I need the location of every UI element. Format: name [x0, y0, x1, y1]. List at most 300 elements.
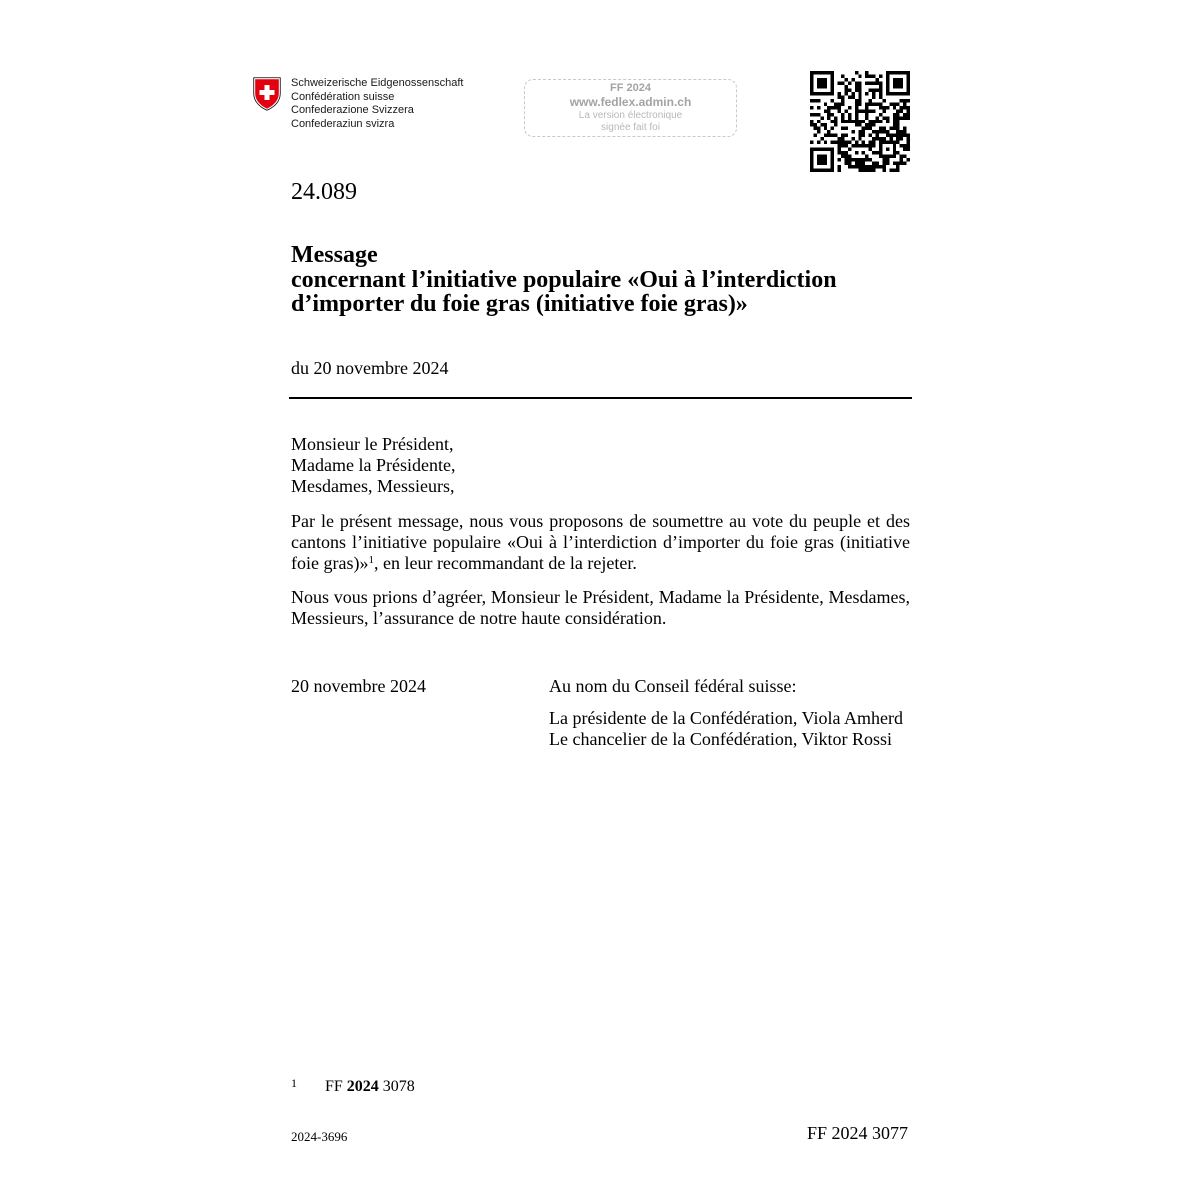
qr-module: [824, 109, 827, 112]
qr-module: [858, 85, 861, 88]
qr-module: [876, 78, 879, 81]
qr-module: [886, 141, 889, 144]
qr-module: [827, 116, 830, 119]
qr-module: [879, 81, 882, 84]
qr-module: [851, 158, 854, 161]
qr-module: [820, 158, 823, 161]
qr-module: [838, 102, 841, 105]
qr-module: [844, 78, 847, 81]
qr-module: [872, 102, 875, 105]
qr-module: [907, 78, 910, 81]
qr-module: [831, 78, 834, 81]
qr-module: [820, 169, 823, 172]
qr-module: [844, 127, 847, 130]
qr-module: [848, 88, 851, 91]
electronic-signature-stamp: [524, 79, 737, 137]
qr-module: [865, 144, 868, 147]
qr-module: [882, 109, 885, 112]
qr-module: [810, 169, 813, 172]
qr-module: [886, 81, 889, 84]
qr-module: [844, 162, 847, 165]
qr-module: [858, 109, 861, 112]
qr-module: [876, 88, 879, 91]
paragraph-text: , en leur recommandant de la rejeter.: [373, 552, 637, 573]
qr-module: [817, 127, 820, 130]
qr-module: [834, 102, 837, 105]
qr-module: [824, 71, 827, 74]
qr-module: [876, 81, 879, 84]
authority-name-german: Schweizerische Eidgenossenschaft: [291, 77, 464, 89]
qr-module: [844, 88, 847, 91]
title-line-3: d’importer du foie gras (initiative foie gras)»: [291, 291, 748, 317]
stamp-note-line-1: La version électronique: [578, 110, 683, 121]
qr-module: [810, 92, 813, 95]
qr-module: [879, 165, 882, 168]
signatories: [549, 708, 903, 750]
qr-module: [907, 106, 910, 109]
qr-module: [893, 78, 896, 81]
qr-module: [896, 78, 899, 81]
qr-module: [831, 141, 834, 144]
qr-module: [900, 162, 903, 165]
qr-module: [896, 165, 899, 168]
qr-module: [824, 169, 827, 172]
qr-module: [865, 106, 868, 109]
qr-module: [824, 162, 827, 165]
qr-module: [810, 88, 813, 91]
qr-module: [872, 74, 875, 77]
qr-module: [869, 141, 872, 144]
qr-module: [841, 102, 844, 105]
qr-module: [810, 85, 813, 88]
message-date: du 20 novembre 2024: [291, 358, 449, 378]
qr-module: [876, 162, 879, 165]
qr-module: [831, 74, 834, 77]
qr-module: [831, 134, 834, 137]
authority-name-block: [291, 77, 463, 131]
qr-module: [844, 141, 847, 144]
qr-module: [893, 134, 896, 137]
qr-module: [869, 134, 872, 137]
qr-module: [872, 141, 875, 144]
qr-module: [879, 102, 882, 105]
qr-module: [862, 151, 865, 154]
qr-module: [882, 165, 885, 168]
qr-module: [882, 99, 885, 102]
qr-module: [872, 88, 875, 91]
qr-module: [865, 169, 868, 172]
qr-module: [817, 155, 820, 158]
qr-module: [817, 162, 820, 165]
qr-module: [907, 141, 910, 144]
qr-module: [820, 92, 823, 95]
qr-module: [855, 109, 858, 112]
qr-module: [893, 151, 896, 154]
qr-module: [900, 71, 903, 74]
qr-module: [841, 81, 844, 84]
qr-module: [893, 123, 896, 126]
qr-module: [824, 123, 827, 126]
qr-module: [872, 130, 875, 133]
qr-module: [820, 123, 823, 126]
qr-module: [900, 130, 903, 133]
qr-module: [824, 148, 827, 151]
qr-module: [879, 151, 882, 154]
qr-module: [865, 113, 868, 116]
authority-name-french: Confédération suisse: [291, 90, 395, 103]
qr-module: [834, 106, 837, 109]
qr-module: [865, 81, 868, 84]
qr-module: [831, 158, 834, 161]
qr-module: [851, 130, 854, 133]
qr-module: [886, 158, 889, 161]
qr-module: [879, 120, 882, 123]
qr-module: [827, 169, 830, 172]
qr-module: [824, 127, 827, 130]
qr-module: [886, 78, 889, 81]
qr-module: [900, 106, 903, 109]
qr-module: [813, 71, 816, 74]
qr-module: [810, 120, 813, 123]
qr-module: [900, 155, 903, 158]
qr-module: [886, 88, 889, 91]
qr-module: [855, 71, 858, 74]
salutation-line-1: Monsieur le Président,: [291, 434, 454, 454]
document-id: 2024-3696: [291, 1129, 348, 1144]
qr-module: [872, 144, 875, 147]
qr-module: [893, 71, 896, 74]
qr-module: [838, 106, 841, 109]
qr-module: [903, 155, 906, 158]
qr-module: [862, 141, 865, 144]
qr-module: [886, 74, 889, 77]
qr-module: [903, 92, 906, 95]
qr-module: [855, 162, 858, 165]
qr-module: [817, 141, 820, 144]
qr-module: [848, 158, 851, 161]
qr-module: [893, 120, 896, 123]
qr-module: [886, 162, 889, 165]
qr-module: [810, 158, 813, 161]
qr-module: [886, 120, 889, 123]
qr-module: [865, 116, 868, 119]
swiss-coat-of-arms-icon: [253, 77, 281, 111]
qr-module: [817, 106, 820, 109]
qr-module: [848, 165, 851, 168]
qr-module: [817, 71, 820, 74]
qr-module: [858, 99, 861, 102]
qr-module: [896, 123, 899, 126]
qr-module: [817, 85, 820, 88]
footnote-prefix: FF: [325, 1078, 343, 1095]
qr-module: [848, 141, 851, 144]
qr-module: [903, 134, 906, 137]
qr-module: [817, 113, 820, 116]
qr-module: [841, 151, 844, 154]
qr-module: [903, 106, 906, 109]
qr-module: [827, 148, 830, 151]
qr-module: [903, 127, 906, 130]
qr-module: [896, 141, 899, 144]
qr-module: [827, 113, 830, 116]
qr-module: [900, 99, 903, 102]
qr-module: [831, 88, 834, 91]
qr-module: [844, 155, 847, 158]
qr-module: [824, 78, 827, 81]
qr-module: [862, 130, 865, 133]
qr-module: [869, 102, 872, 105]
qr-module: [848, 81, 851, 84]
qr-module: [817, 78, 820, 81]
qr-module: [882, 106, 885, 109]
qr-module: [817, 99, 820, 102]
qr-module: [886, 106, 889, 109]
qr-module: [865, 92, 868, 95]
paragraph-line: Messieurs, l’assurance de notre haute considération.: [291, 607, 667, 628]
paragraph-line: [291, 553, 910, 574]
qr-module: [903, 130, 906, 133]
qr-module: [820, 85, 823, 88]
qr-module: [813, 127, 816, 130]
paragraph-text: foie gras)»: [291, 552, 369, 573]
qr-module: [882, 127, 885, 130]
salutation: [291, 434, 455, 496]
qr-module: [882, 155, 885, 158]
qr-module: [855, 158, 858, 161]
qr-module: [869, 144, 872, 147]
qr-module: [817, 92, 820, 95]
qr-module: [813, 169, 816, 172]
qr-module: [810, 78, 813, 81]
qr-module: [903, 144, 906, 147]
qr-module: [872, 165, 875, 168]
qr-module: [893, 162, 896, 165]
qr-module: [903, 116, 906, 119]
qr-module: [844, 120, 847, 123]
qr-module: [838, 158, 841, 161]
qr-module: [879, 148, 882, 151]
qr-module: [851, 165, 854, 168]
qr-module: [820, 155, 823, 158]
qr-module: [824, 92, 827, 95]
qr-module: [900, 85, 903, 88]
qr-module: [855, 165, 858, 168]
qr-module: [820, 162, 823, 165]
qr-module: [820, 78, 823, 81]
qr-module: [858, 120, 861, 123]
qr-module: [855, 99, 858, 102]
qr-module: [827, 134, 830, 137]
qr-module: [889, 141, 892, 144]
qr-module: [855, 102, 858, 105]
qr-module: [893, 106, 896, 109]
qr-module: [865, 102, 868, 105]
closing-date: 20 novembre 2024: [291, 676, 426, 696]
qr-module: [889, 127, 892, 130]
qr-module: [862, 109, 865, 112]
qr-module: [824, 134, 827, 137]
qr-module: [879, 155, 882, 158]
qr-module: [862, 134, 865, 137]
qr-module: [876, 134, 879, 137]
qr-module: [893, 144, 896, 147]
qr-module: [831, 169, 834, 172]
qr-module: [896, 130, 899, 133]
document-number: 24.089: [291, 179, 357, 205]
qr-module: [841, 116, 844, 119]
qr-module: [907, 158, 910, 161]
paragraph-line: Nous vous prions d’agréer, Monsieur le Président, Madame la Présidente, Mesdames,: [291, 587, 910, 607]
qr-module: [810, 74, 813, 77]
qr-module: [834, 120, 837, 123]
qr-module: [889, 137, 892, 140]
qr-module: [851, 92, 854, 95]
qr-module: [820, 137, 823, 140]
paragraph-courtesy: [291, 587, 910, 629]
qr-module: [838, 109, 841, 112]
qr-module: [858, 165, 861, 168]
qr-module: [810, 123, 813, 126]
qr-module: [813, 134, 816, 137]
paragraph-line: Par le présent message, nous vous proposons de soumettre au vote du peuple et des: [291, 511, 910, 531]
qr-module: [907, 148, 910, 151]
qr-module: [872, 92, 875, 95]
qr-module: [872, 137, 875, 140]
qr-module: [810, 148, 813, 151]
qr-module: [865, 74, 868, 77]
qr-module: [851, 120, 854, 123]
qr-module: [879, 144, 882, 147]
qr-module: [855, 123, 858, 126]
qr-module: [869, 169, 872, 172]
qr-module: [841, 155, 844, 158]
qr-module: [858, 169, 861, 172]
qr-module: [831, 165, 834, 168]
qr-module: [841, 137, 844, 140]
qr-module: [907, 134, 910, 137]
qr-module: [893, 85, 896, 88]
qr-module: [879, 141, 882, 144]
qr-module: [872, 109, 875, 112]
authority-name-romansh: Confederaziun svizra: [291, 117, 395, 130]
qr-module: [862, 165, 865, 168]
qr-module: [813, 148, 816, 151]
qr-module: [869, 99, 872, 102]
qr-module: [817, 120, 820, 123]
footnote-reference: 1: [368, 553, 374, 566]
qr-module: [872, 151, 875, 154]
qr-module: [907, 99, 910, 102]
qr-module: [820, 81, 823, 84]
signatory-president: La présidente de la Confédération, Viola Amherd: [549, 708, 903, 728]
qr-module: [841, 141, 844, 144]
horizontal-divider: [289, 397, 912, 399]
qr-module: [838, 141, 841, 144]
qr-module: [831, 92, 834, 95]
page-reference: FF 2024 3077: [806, 1123, 908, 1143]
qr-module: [896, 151, 899, 154]
qr-module: [848, 162, 851, 165]
qr-module: [882, 130, 885, 133]
qr-module: [865, 123, 868, 126]
stamp-note-line-2: signée fait foi: [601, 121, 660, 133]
qr-module: [841, 113, 844, 116]
qr-module: [831, 162, 834, 165]
qr-module: [865, 109, 868, 112]
salutation-line-3: Mesdames, Messieurs,: [291, 475, 455, 496]
qr-module: [869, 81, 872, 84]
qr-module: [900, 158, 903, 161]
qr-module: [824, 85, 827, 88]
stamp-url: www.fedlex.admin.ch: [569, 95, 692, 109]
qr-module: [844, 134, 847, 137]
qr-module: [876, 120, 879, 123]
qr-module: [869, 109, 872, 112]
qr-module: [810, 162, 813, 165]
qr-module: [855, 151, 858, 154]
qr-module: [872, 162, 875, 165]
qr-module: [851, 95, 854, 98]
qr-module: [858, 102, 861, 105]
qr-module: [879, 137, 882, 140]
qr-module: [817, 130, 820, 133]
qr-module: [858, 74, 861, 77]
qr-module: [813, 92, 816, 95]
qr-module: [817, 148, 820, 151]
qr-module: [838, 92, 841, 95]
qr-module: [810, 81, 813, 84]
qr-module: [879, 85, 882, 88]
qr-module: [869, 123, 872, 126]
qr-module: [907, 88, 910, 91]
qr-module: [865, 165, 868, 168]
qr-module: [831, 148, 834, 151]
qr-module: [882, 169, 885, 172]
qr-code: [810, 71, 910, 172]
qr-module: [896, 127, 899, 130]
qr-module: [827, 130, 830, 133]
authority-name-italian: Confederazione Svizzera: [291, 104, 414, 117]
qr-module: [834, 134, 837, 137]
qr-module: [876, 137, 879, 140]
qr-module: [907, 113, 910, 116]
qr-module: [893, 155, 896, 158]
qr-module: [862, 144, 865, 147]
qr-module: [869, 165, 872, 168]
qr-module: [841, 99, 844, 102]
qr-module: [810, 141, 813, 144]
qr-module: [900, 109, 903, 112]
qr-module: [834, 123, 837, 126]
qr-module: [889, 134, 892, 137]
qr-module: [900, 78, 903, 81]
qr-module: [889, 169, 892, 172]
qr-module: [831, 106, 834, 109]
qr-module: [900, 144, 903, 147]
qr-module: [810, 151, 813, 154]
qr-module: [882, 137, 885, 140]
qr-module: [872, 169, 875, 172]
qr-module: [838, 81, 841, 84]
qr-module: [831, 113, 834, 116]
qr-module: [813, 99, 816, 102]
qr-module: [858, 137, 861, 140]
qr-module: [893, 141, 896, 144]
qr-module: [848, 155, 851, 158]
closing-on-behalf: Au nom du Conseil fédéral suisse:: [549, 676, 797, 696]
qr-module: [876, 165, 879, 168]
qr-module: [855, 120, 858, 123]
